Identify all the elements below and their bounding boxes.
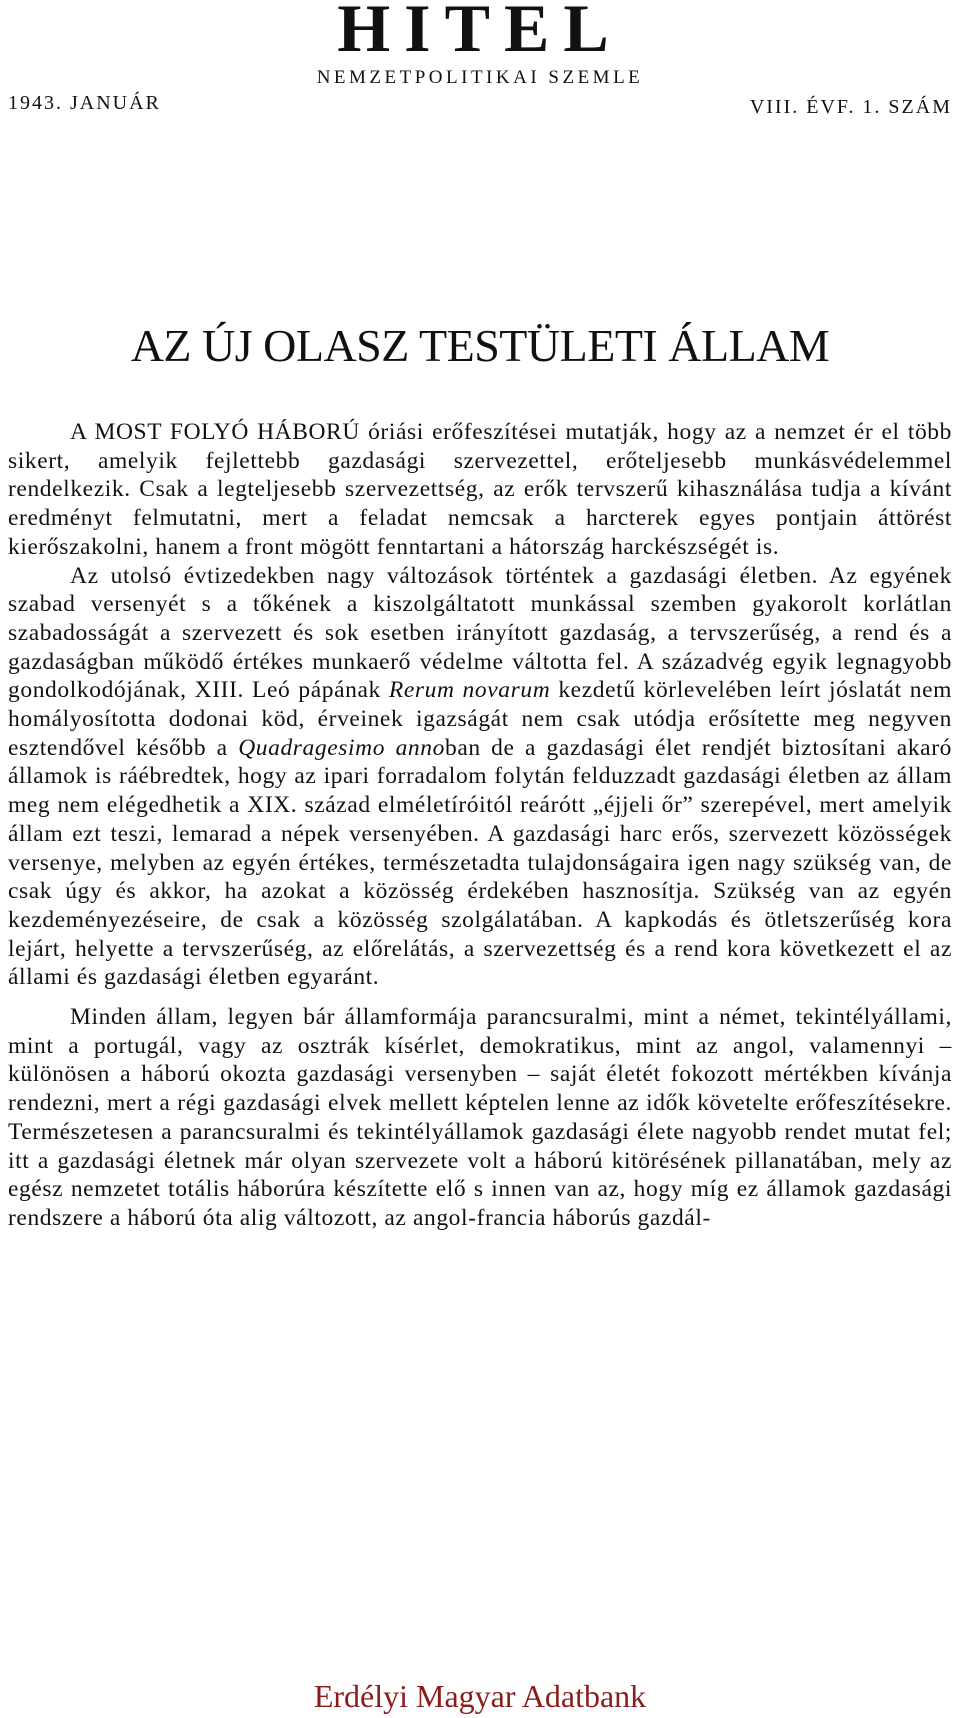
- italic-rerum-novarum: Rerum novarum: [388, 677, 551, 704]
- article-body: [8, 418, 952, 1233]
- paragraph-1: A MOST FOLYÓ HÁBORÚ óriási erőfeszítései mutatják, hogy az a nemzet ér el több sikert, amelyik fejlettebb gazdasági szervezettel, erőteljesebb munkásvédelemmel rendelkezik. Csak a legteljesebb szervezettség, az erők tervszerű kihasználása tudja a kívánt eredményt felmutatni, mert a feladat nemcsak a harcterek egyes pontjain áttörést kierőszakolni, hanem a front mögött fenntartani a hátország harckészségét is.: [8, 419, 952, 560]
- italic-quadragesimo-anno: Quadragesimo anno: [238, 734, 445, 761]
- footer-link[interactable]: Erdélyi Magyar Adatbank: [313, 1678, 647, 1714]
- paragraph-2-part-c: ban de a gazdasági élet rendjét biztosítani akaró államok is ráébredtek, hogy az ipari forradalom folytán felduzzadt gazdasági életben az állam meg nem elégedhetik a XIX. század elméletíróitól reárótt „éjjeli őr” szerepével, mert amelyik állam ezt teszi, lemarad a népek versenyében. A gazdasági harc erős, szervezett közösségek versenye, melyben az egyén értékes, természetadta tulajdonságaira igen nagy szükség van, de csak úgy és akkor, ha azokat a közösség érdekében hasznosítja. Szükség van az egyén kezdeményezéseire, de csak a közösség szolgálatában. A kapkodás és ötletszerűség kora lejárt, helyette a tervszerűség, az előrelátás, a szervezettség és a rend kora következett el az állami és gazdasági életben egyaránt.: [8, 734, 952, 991]
- issue-date: 1943. JANUÁR: [8, 92, 161, 114]
- article-title: AZ ÚJ OLASZ TESTÜLETI ÁLLAM: [130, 319, 830, 371]
- issue-number: VIII. ÉVF. 1. SZÁM: [749, 96, 952, 118]
- paragraph-2: [8, 562, 952, 993]
- paragraph-3: Minden állam, legyen bár államformája parancsuralmi, mint a német, tekintélyállami, mint a portugál, vagy az osztrák kísérlet, demokratikus, mint az angol, valamennyi – különösen a háború okozta gazdasági versenyben – saját életét fokozott mértékben kívánja rendezni, mert a régi gazdasági elvek mellett képtelen lenne az idők követelte erőfeszítésekre. Természetesen a parancsuralmi és tekintélyállamok gazdasági élete nagyobb rendet mutat fel; itt a gazdasági életnek már olyan szervezete volt a háború kitörésének pillanatában, mely az egész nemzetet totális háborúra készítette elő s innen van az, hogy míg ez államok gazdasági rendszere a háború óta alig változott, az angol-francia háborús gazdál-: [8, 1004, 952, 1231]
- paragraph-2-part-a: Az utolsó évtizedekben nagy változások történtek a gazdasági életben. Az egyének szabad versenyét s a tőkének a kiszolgáltatott munkással szemben gyakorolt korlátlan szabadosságát a szervezett és sok esetben irányított gazdaság, a tervszerűség, a rend és a gazdaságban működő értékes munkaerő védelme váltotta fel. A századvég egyik legnagyobb gondolkodójának, XIII. Leó pápának: [8, 562, 952, 704]
- paragraph-2-part-b: kezdetű körlevelében leírt jóslatát nem homályosította dodonai köd, érveinek igazságát nem csak utódja erősítette meg negyven esztendővel később a: [8, 677, 952, 761]
- journal-title: HITEL: [337, 0, 623, 66]
- journal-subtitle: NEMZETPOLITIKAI SZEMLE: [316, 67, 644, 88]
- masthead: [0, 0, 960, 120]
